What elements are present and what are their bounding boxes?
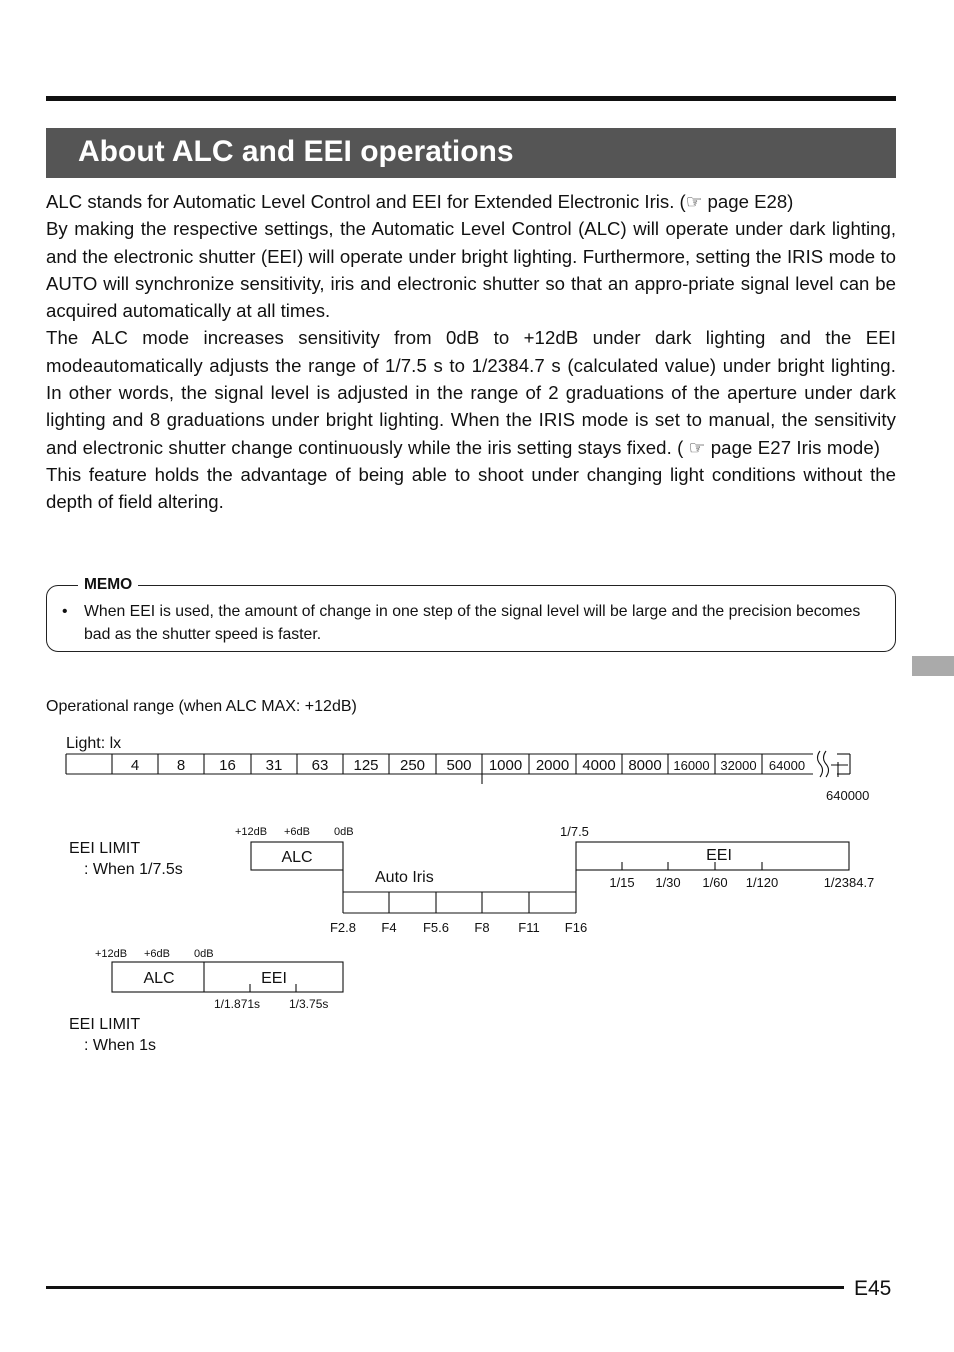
memo-label: MEMO xyxy=(78,575,138,595)
light-value: 63 xyxy=(311,757,329,774)
light-value: 4000 xyxy=(582,757,616,774)
light-value: 8000 xyxy=(628,757,662,774)
light-value: 64000 xyxy=(768,758,806,773)
shutter-label: 1/60 xyxy=(702,875,728,890)
light-value: 31 xyxy=(265,757,283,774)
f-stop-label: F16 xyxy=(564,920,588,935)
row2-label-line1: EEI LIMIT xyxy=(69,1016,141,1033)
row2-label-line2: : When 1s xyxy=(84,1037,157,1054)
light-label: Light: lx xyxy=(66,735,122,752)
row1-gain-0db: 0dB xyxy=(334,826,354,838)
memo-bullet: • xyxy=(62,603,68,620)
row1-gain-12db: +12dB xyxy=(235,826,268,838)
row1-alc-label: ALC xyxy=(281,849,313,866)
row2-gain-0db: 0dB xyxy=(194,948,214,960)
row2-shutter-1-375: 1/3.75s xyxy=(289,997,329,1011)
row1-gain-6db: +6dB xyxy=(284,826,310,838)
memo-text: When EEI is used, the amount of change in one step of the signal level will be large and the precision becomes bad as the shutter speed is faster. xyxy=(84,603,861,643)
row1-shutter-start: 1/7.5 xyxy=(560,824,589,839)
row2-gain-12db: +12dB xyxy=(95,948,128,960)
shutter-label: 1/15 xyxy=(609,875,635,890)
bottom-rule xyxy=(46,1286,844,1289)
light-value: 250 xyxy=(399,757,426,774)
row2-gain-6db: +6dB xyxy=(144,948,170,960)
shutter-label: 1/30 xyxy=(655,875,681,890)
light-value: 500 xyxy=(446,757,472,774)
light-value: 125 xyxy=(353,757,379,774)
light-value: 4 xyxy=(130,757,140,774)
row1-eei-label: EEI xyxy=(706,847,732,864)
shutter-label: 1/120 xyxy=(745,875,779,890)
row2-eei-label: EEI xyxy=(261,970,287,987)
light-value: 2000 xyxy=(535,757,570,774)
f-stop-label: F2.8 xyxy=(329,920,357,935)
page-number: E45 xyxy=(854,1277,892,1300)
row2-alc-label: ALC xyxy=(143,970,175,987)
f-stop-label: F5.6 xyxy=(422,920,450,935)
light-value: 8 xyxy=(176,757,186,774)
auto-iris-label: Auto Iris xyxy=(375,869,434,886)
light-value: 16000 xyxy=(673,758,710,773)
page-title: About ALC and EEI operations xyxy=(78,135,514,168)
shutter-label: 1/2384.7 xyxy=(823,875,875,890)
light-value-640000: 640000 xyxy=(826,788,870,803)
light-value: 32000 xyxy=(720,758,757,773)
paragraph-settings: By making the respective settings, the Automatic Level Control (ALC) will operate under dark lighting, and the electronic shutter (EEI) will operate under bright lighting. Furthermore, setting the IRIS mode to AUTO will synchronize sensitivity, iris and electronic shutter so that an appro-priate signal level can be acquired automatically at all times. xyxy=(46,218,896,322)
light-value: 16 xyxy=(219,757,236,774)
f-stop-label: F11 xyxy=(518,920,540,935)
row1-label-line1: EEI LIMIT xyxy=(69,840,141,857)
f-stop-label: F8 xyxy=(474,920,490,935)
row1-label-line2: : When 1/7.5s xyxy=(84,861,183,878)
paragraph-advantage: This feature holds the advantage of being able to shoot under changing light conditions without the depth of field altering. xyxy=(46,463,896,513)
light-value: 1000 xyxy=(488,757,523,774)
row2-shutter-1-1871: 1/1.871s xyxy=(214,997,261,1011)
diagram-caption: Operational range (when ALC MAX: +12dB) xyxy=(46,698,357,715)
f-stop-label: F4 xyxy=(381,920,397,935)
paragraph-alc-mode: The ALC mode increases sensitivity from 0dB to +12dB under dark lighting and the EEI modeautomatically adjusts the range of 1/7.5 s to 1/2384.7 s (calculated value) under bright lighting. In other words, the signal level is adjusted in the range of 2 graduations of the aperture under dark lighting and 8 graduations under bright lighting. When the IRIS mode is set to manual, the sensitivity and electronic shutter change continuously while the iris setting stays fixed. ( ☞ page E27 Iris mode) xyxy=(46,327,896,458)
paragraph-intro: ALC stands for Automatic Level Control and EEI for Extended Electronic Iris. (☞ page E28) xyxy=(46,191,794,212)
